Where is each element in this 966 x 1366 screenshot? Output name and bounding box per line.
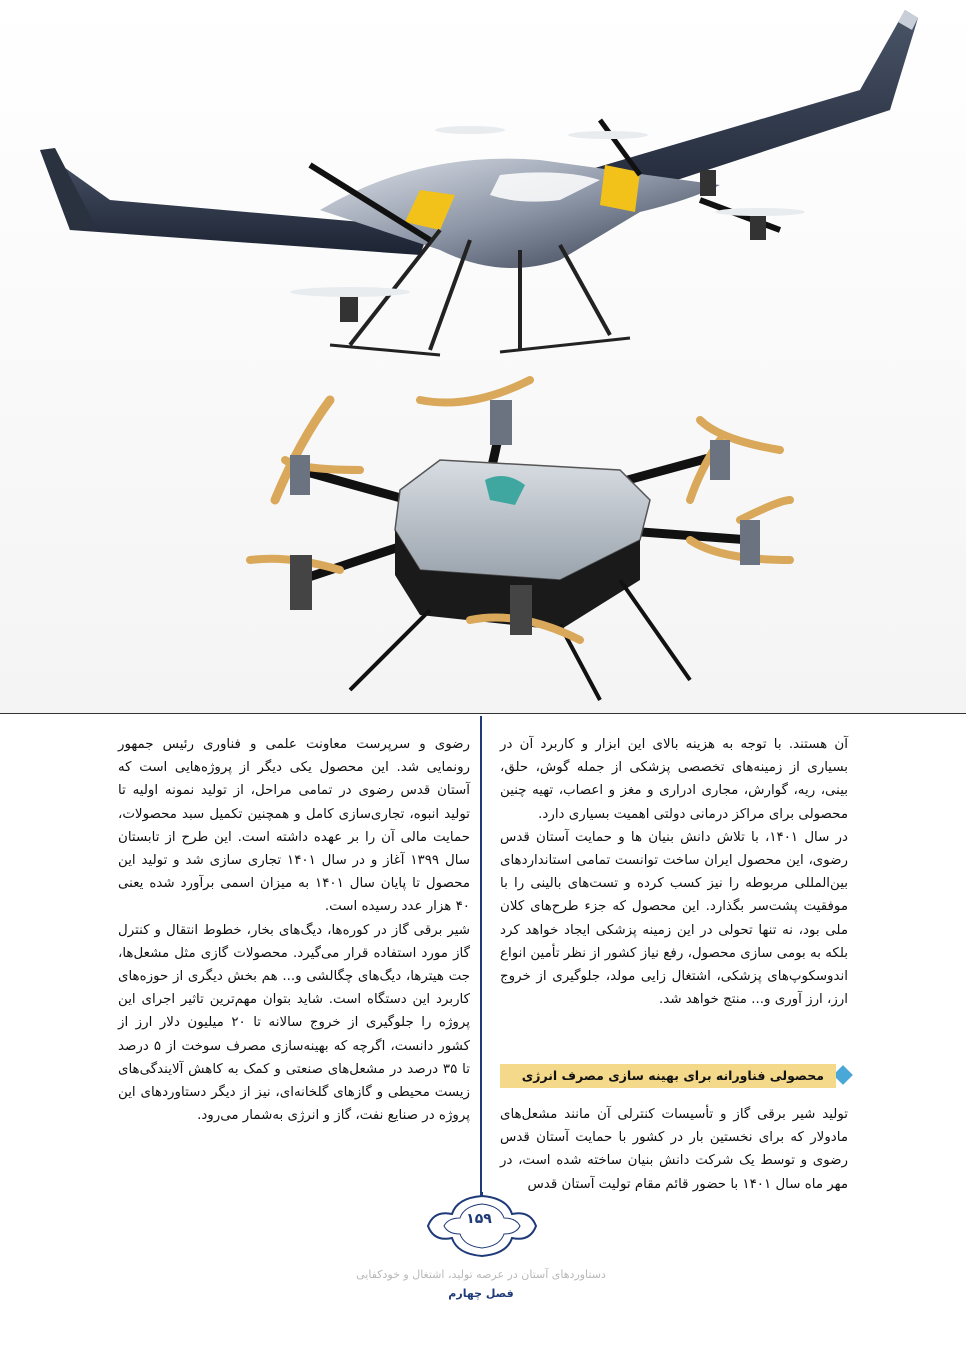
page-number: ۱۵۹ (466, 1211, 492, 1227)
section-heading: محصولی فناورانه برای بهینه سازی مصرف انرژی (500, 1064, 836, 1088)
footer-chapter: فصل چهارم (448, 1287, 514, 1300)
paragraph: تولید شیر برقی گاز و تأسیسات کنترلی آن مانند مشعل‌های مادولار که برای نخستین بار در کشور با حمایت آستان قدس رضوی و توسط یک شرکت دانش بنیان ساخته شده است، در مهر ماه سال ۱۴۰۱ با حضور قائم مقام تولیت آستان قدس (500, 1107, 848, 1192)
left-column (118, 733, 470, 1127)
column-divider (480, 716, 482, 1196)
paragraph: شیر برقی گاز در کوره‌ها، دیگ‌های بخار، خطوط انتقال و کنترل گاز مورد استفاده قرار می‌گیرد. محصولات گازی مثل مشعل‌ها، جت هیترها، دیگ‌های چگالشی و... هم بخش دیگری از حوزه‌های کاربرد این دستگاه است. شاید بتوان مهم‌ترین تاثیر اجرای این پروژه را جلوگیری از خروج سالانه تا ۲۰ میلیون دلار ارز از کشور دانست، اگرچه که بهینه‌سازی مصرف سوخت از ۵ درصد تا ۳۵ درصد در مشعل‌های صنعتی و کمک به کاهش آلایندگی‌های زیست محیطی و گازهای گلخانه‌ای، نیز از دیگر دستاوردهای این پروژه در صنایع نفت، گاز و انرژی به‌شمار می‌رود. (118, 922, 470, 1124)
heading-marker-icon (833, 1065, 853, 1085)
right-column (500, 733, 848, 1011)
footer-book-title: دستاوردهای آستان در عرصه تولید، اشتغال و خودکفایی (356, 1268, 606, 1281)
hexacopter-drone (250, 380, 790, 700)
ornament-frame-icon (412, 1192, 552, 1262)
paragraph: آن هستند. با توجه به هزینه بالای این ابزار و کاربرد آن در بسیاری از زمینه‌های تخصصی پزشکی از جمله گوش، حلق، بینی، ریه، گوارش، مجاری ادراری و مغز و اعصاب، تهیه چنین محصولی برای مراکز درمانی دولتی اهمیت بسیاری دارد. (500, 737, 848, 822)
paragraph: رضوی و سرپرست معاونت علمی و فناوری رئیس جمهور رونمایی شد. این محصول یکی دیگر از پروژه‌هایی است که آستان قدس رضوی در تمامی مراحل، از تولید نمونه اولیه تا تولید انبوه، تجاری‌سازی کامل و همچنین تکمیل سبد محصولات، حمایت مالی آن را بر عهده داشته است. این طرح از تابستان سال ۱۳۹۹ آغاز و در سال ۱۴۰۱ تجاری سازی شد و تولید این محصول تا پایان سال ۱۴۰۱ به میزان اسمی برآورد شده یعنی ۴۰ هزار عدد رسیده است. (118, 737, 470, 915)
paragraph: در سال ۱۴۰۱، با تلاش دانش بنیان ها و حمایت آستان قدس رضوی، این محصول ایران ساخت توانست تمامی استانداردهای بین‌المللی مربوطه را نیز کسب کرده و تست‌های بالینی را با موفقیت پشت‌سر بگذارد. این محصول که جزء طرح‌های کلان ملی بود، نه تنها تحولی در این زمینه پزشکی ایجاد خواهد کرد بلکه به بومی سازی محصول، رفع نیاز کشور از نظر تأمین انواع اندوسکوپ‌های پزشکی، اشتغال زایی مولد، جلوگیری از خروج ارز، ارز آوری و... منتج خواهد شد. (500, 829, 848, 1008)
fixed-wing-drone (40, 10, 918, 355)
